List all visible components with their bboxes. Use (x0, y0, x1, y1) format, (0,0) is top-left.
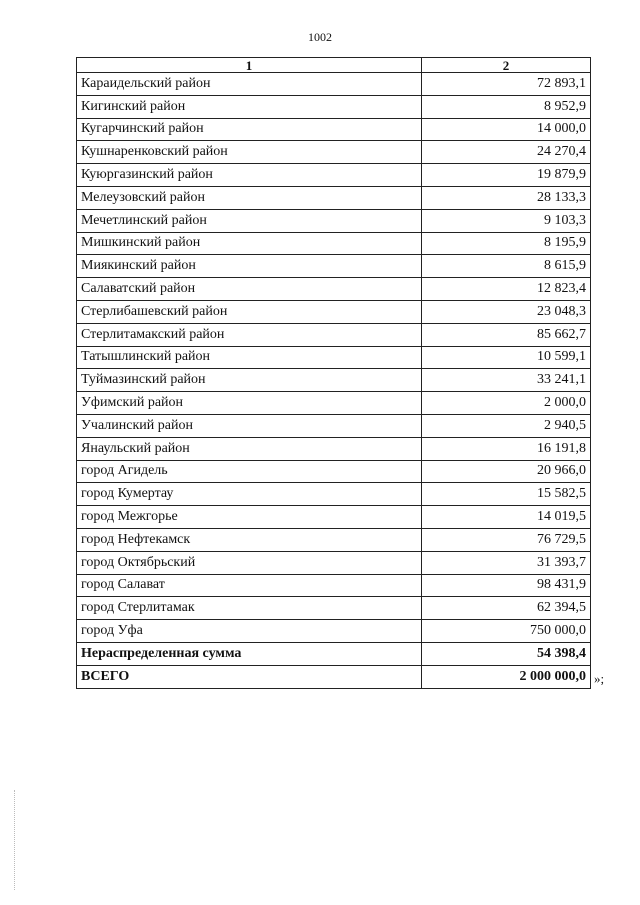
territory-name-cell: Кугарчинский район (77, 118, 422, 141)
territory-name-cell: Нераспределенная сумма (77, 642, 422, 665)
margin-dotted-line (14, 790, 15, 890)
amount-cell: 76 729,5 (422, 528, 591, 551)
allocation-table (76, 57, 591, 689)
table-row (77, 118, 591, 141)
territory-name-cell: Караидельский район (77, 73, 422, 96)
amount-cell: 14 000,0 (422, 118, 591, 141)
territory-name-cell: город Уфа (77, 620, 422, 643)
table-row (77, 278, 591, 301)
column-header-2: 2 (422, 58, 591, 73)
territory-name-cell: Миякинский район (77, 255, 422, 278)
table-row (77, 232, 591, 255)
territory-name-cell: Уфимский район (77, 392, 422, 415)
table-row (77, 186, 591, 209)
territory-name-cell: Янаульский район (77, 437, 422, 460)
table-row (77, 437, 591, 460)
amount-cell: 2 000 000,0 (422, 665, 591, 688)
table-row (77, 95, 591, 118)
table-row (77, 209, 591, 232)
amount-cell: 62 394,5 (422, 597, 591, 620)
amount-cell: 2 000,0 (422, 392, 591, 415)
table-row (77, 73, 591, 96)
table-row (77, 528, 591, 551)
territory-name-cell: ВСЕГО (77, 665, 422, 688)
territory-name-cell: Мелеузовский район (77, 186, 422, 209)
amount-cell: 98 431,9 (422, 574, 591, 597)
table-row (77, 574, 591, 597)
amount-cell: 85 662,7 (422, 323, 591, 346)
territory-name-cell: Салаватский район (77, 278, 422, 301)
table-row (77, 346, 591, 369)
territory-name-cell: город Стерлитамак (77, 597, 422, 620)
territory-name-cell: Кушнаренковский район (77, 141, 422, 164)
amount-cell: 72 893,1 (422, 73, 591, 96)
amount-cell: 8 195,9 (422, 232, 591, 255)
amount-cell: 23 048,3 (422, 300, 591, 323)
amount-cell: 24 270,4 (422, 141, 591, 164)
amount-cell: 9 103,3 (422, 209, 591, 232)
territory-name-cell: Татышлинский район (77, 346, 422, 369)
table-row (77, 300, 591, 323)
territory-name-cell: город Салават (77, 574, 422, 597)
amount-cell: 2 940,5 (422, 414, 591, 437)
amount-cell: 8 615,9 (422, 255, 591, 278)
territory-name-cell: город Октябрьский (77, 551, 422, 574)
page-number: 1002 (308, 30, 332, 44)
amount-cell: 19 879,9 (422, 164, 591, 187)
territory-name-cell: город Агидель (77, 460, 422, 483)
territory-name-cell: город Кумертау (77, 483, 422, 506)
amount-cell: 15 582,5 (422, 483, 591, 506)
table-row (77, 460, 591, 483)
table-row (77, 597, 591, 620)
amount-cell: 8 952,9 (422, 95, 591, 118)
unallocated-sum-row (77, 642, 591, 665)
amount-cell: 14 019,5 (422, 506, 591, 529)
amount-cell: 28 133,3 (422, 186, 591, 209)
table-row (77, 506, 591, 529)
table-row (77, 164, 591, 187)
amount-cell: 33 241,1 (422, 369, 591, 392)
amount-cell: 20 966,0 (422, 460, 591, 483)
amount-cell: 12 823,4 (422, 278, 591, 301)
territory-name-cell: Мишкинский район (77, 232, 422, 255)
territory-name-cell: Стерлибашевский район (77, 300, 422, 323)
amount-cell: 750 000,0 (422, 620, 591, 643)
table-row (77, 392, 591, 415)
table-row (77, 620, 591, 643)
table-row (77, 369, 591, 392)
territory-name-cell: Учалинский район (77, 414, 422, 437)
table-header-row (77, 58, 591, 73)
territory-name-cell: Кигинский район (77, 95, 422, 118)
amount-cell: 54 398,4 (422, 642, 591, 665)
table-row (77, 551, 591, 574)
territory-name-cell: город Межгорье (77, 506, 422, 529)
total-row (77, 665, 591, 688)
territory-name-cell: Мечетлинский район (77, 209, 422, 232)
closing-quote-mark: »; (594, 671, 605, 686)
table-body (77, 73, 591, 689)
table-row (77, 141, 591, 164)
amount-cell: 16 191,8 (422, 437, 591, 460)
territory-name-cell: Туймазинский район (77, 369, 422, 392)
table-row (77, 255, 591, 278)
table-row (77, 483, 591, 506)
territory-name-cell: Стерлитамакский район (77, 323, 422, 346)
table-row (77, 414, 591, 437)
table-row (77, 323, 591, 346)
amount-cell: 10 599,1 (422, 346, 591, 369)
territory-name-cell: Куюргазинский район (77, 164, 422, 187)
column-header-1: 1 (77, 58, 422, 73)
territory-name-cell: город Нефтекамск (77, 528, 422, 551)
amount-cell: 31 393,7 (422, 551, 591, 574)
